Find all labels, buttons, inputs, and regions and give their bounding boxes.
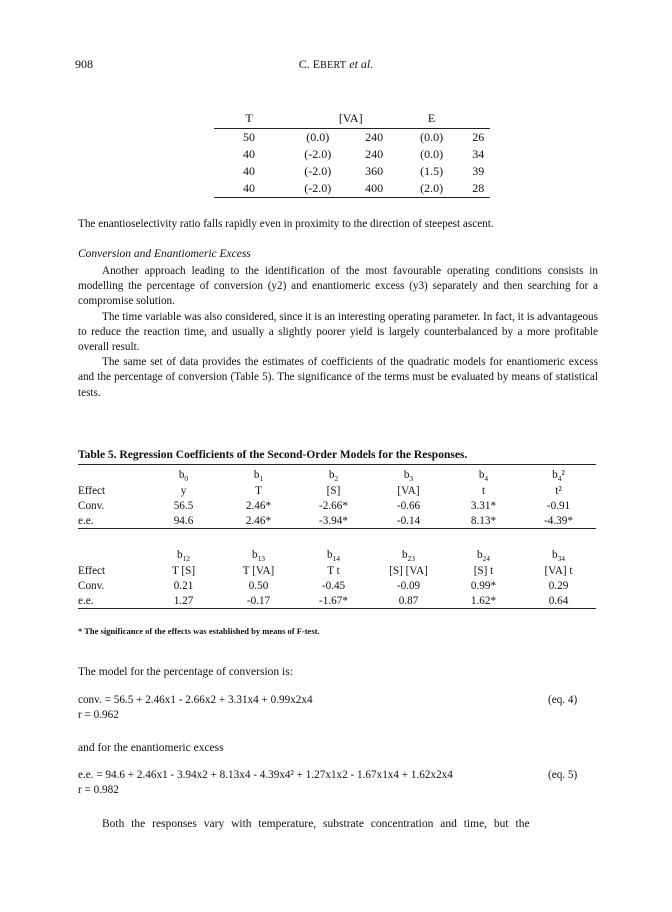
table-cell — [78, 465, 146, 484]
table-row — [214, 163, 490, 180]
table-cell: 240 — [365, 130, 384, 144]
table-cell: -0.17 — [221, 593, 296, 609]
table-cell: $b_4^2$ — [552, 468, 565, 483]
table-cell: 26 — [472, 130, 485, 144]
paragraph-time: The time variable was also considered, since it is an interesting operating parameter. In fact, it is advantageous to reduce the reaction time, and usually a slightly poorer yield is largely counterbalanced by a more profitable overall result. — [78, 310, 598, 354]
table5 — [78, 464, 596, 609]
table-cell: t — [481, 484, 486, 497]
table-cell: 28 — [472, 181, 485, 195]
table-cell: Effect — [78, 564, 106, 577]
table-cell: 3.31* — [470, 499, 497, 512]
table-cell: $b_{12}$ — [176, 548, 191, 563]
table-cell: 40 — [243, 181, 255, 195]
table-cell: (-2.0) — [304, 164, 332, 178]
conversion-model-intro: The model for the percentage of conversion is: — [78, 666, 293, 678]
running-head: C. EBERT et al. — [298, 57, 374, 71]
table-cell: Conv. — [78, 499, 105, 512]
table-cell: 0.29 — [548, 579, 569, 592]
table-row — [78, 545, 596, 563]
table-cell: 40 — [243, 164, 255, 178]
table5-footnote: * The significance of the effects was established by means of F-test. — [78, 626, 320, 636]
table-cell: 0.21 — [173, 579, 194, 592]
table-cell: $b_{24}$ — [476, 548, 491, 563]
table-cell: [VA] t — [544, 564, 573, 577]
table-cell: $b_2$ — [328, 468, 339, 483]
table-cell: 40 — [243, 147, 255, 161]
equation-5-label: (eq. 5) — [548, 769, 578, 781]
table-cell: -2.66* — [319, 499, 348, 512]
table-row — [78, 498, 596, 513]
body-text — [78, 264, 598, 401]
table-cell: 94.6 — [146, 513, 221, 529]
paragraph-approach: Another approach leading to the identification of the most favourable operating conditions consists in modelling the percentage of conversion (y2) and enantiomeric excess (y3) separately and then searching for a compromise solution. — [78, 265, 598, 308]
table-cell: [VA] — [397, 484, 420, 497]
table-row — [214, 129, 490, 147]
table-cell: -4.39* — [521, 513, 596, 529]
table-cell: Effect — [78, 484, 106, 497]
equation-4-label: (eq. 4) — [548, 694, 578, 706]
table-cell: 1.27 — [146, 593, 221, 609]
table-cell: 0.50 — [248, 579, 269, 592]
table-cell: -0.66 — [396, 499, 421, 512]
table5-caption: Table 5. Regression Coefficients of the Second-Order Models for the Responses. — [78, 449, 468, 461]
table-cell: (0.0) — [420, 130, 444, 144]
enantioselectivity-table — [214, 111, 490, 198]
table-cell: T [S] — [171, 564, 196, 577]
table-cell: 50 — [243, 130, 255, 144]
table-cell: -0.45 — [321, 579, 346, 592]
table-row — [214, 146, 490, 163]
table-row — [78, 578, 596, 593]
paragraph-coefficients: The same set of data provides the estimates of coefficients of the quadratic models for enantiomeric excess and the percentage of conversion (Table 5). The significance of the terms must be evaluated by means of statistical tests. — [78, 356, 598, 399]
table-cell: (0.0) — [420, 147, 444, 161]
equation-4: conv. = 56.5 + 2.46x1 - 2.66x2 + 3.31x4 + 0.99x2x4 — [78, 694, 313, 706]
table-cell: [S] — [326, 484, 341, 497]
r-conversion: r = 0.962 — [78, 709, 119, 721]
col-header-e: E — [427, 111, 436, 125]
r-ee: r = 0.982 — [78, 784, 119, 796]
table-cell: 1.62* — [446, 593, 521, 609]
table-cell: y — [180, 484, 187, 497]
table-cell: $b_{34}$ — [551, 548, 566, 563]
table-cell: 2.46* — [221, 513, 296, 529]
table-cell: t² — [555, 484, 562, 497]
table-row — [78, 513, 596, 529]
table-cell: 360 — [365, 164, 384, 178]
table-cell: -1.67* — [296, 593, 371, 609]
table-cell: [S] [VA] — [389, 564, 428, 577]
table-row — [78, 465, 596, 484]
table-cell: e.e. — [78, 593, 146, 609]
table-cell: $b_0$ — [178, 468, 189, 483]
paragraph-enantioselectivity: The enantioselectivity ratio falls rapidly even in proximity to the direction of steepest ascent. — [78, 218, 494, 230]
table-cell: T t — [327, 564, 340, 577]
table-cell: 39 — [472, 164, 485, 178]
table-cell: (-2.0) — [304, 181, 332, 195]
table-row — [78, 483, 596, 498]
table-cell: 34 — [472, 147, 485, 161]
table-cell: $b_4$ — [478, 468, 489, 483]
table-cell: -3.94* — [296, 513, 371, 529]
table-cell: 56.5 — [173, 499, 194, 512]
table-cell — [78, 545, 146, 563]
table-cell: $b_3$ — [403, 468, 414, 483]
table-row — [78, 563, 596, 578]
table-row — [214, 180, 490, 198]
table-cell: $b_{14}$ — [326, 548, 341, 563]
table-cell: T [VA] — [242, 564, 275, 577]
table-cell: e.e. — [78, 513, 146, 529]
table-cell: (2.0) — [420, 181, 444, 195]
page-number: 908 — [75, 57, 93, 71]
table-cell: 240 — [365, 147, 384, 161]
final-line: Both the responses vary with temperature, substrate concentration and time, but the — [102, 818, 530, 830]
table-cell: 0.64 — [521, 593, 596, 609]
section-heading: Conversion and Enantiomeric Excess — [78, 248, 251, 260]
table-cell: (-2.0) — [304, 147, 332, 161]
table-gap — [78, 529, 596, 546]
table-cell: 2.46* — [245, 499, 272, 512]
table-cell: 0.99* — [470, 579, 497, 592]
table-row — [78, 593, 596, 609]
ee-model-intro: and for the enantiomeric excess — [78, 742, 224, 754]
table-cell: -0.14 — [371, 513, 446, 529]
table-cell: 400 — [365, 181, 384, 195]
equation-5: e.e. = 94.6 + 2.46x1 - 3.94x2 + 8.13x4 - 4.39x4² + 1.27x1x2 - 1.67x1x4 + 1.62x2x4 — [78, 769, 453, 781]
col-header-t: T — [245, 111, 253, 125]
table-cell: $b_{23}$ — [401, 548, 416, 563]
col-header-va: [VA] — [338, 111, 363, 125]
table-cell: (0.0) — [306, 130, 330, 144]
table-cell: Conv. — [78, 579, 105, 592]
table-cell: T — [255, 484, 262, 497]
table-cell: $b_1$ — [253, 468, 264, 483]
table-cell: [S] t — [473, 564, 494, 577]
table-cell: 0.87 — [371, 593, 446, 609]
table-cell: -0.91 — [546, 499, 571, 512]
table-cell: -0.09 — [396, 579, 421, 592]
table-cell: 8.13* — [446, 513, 521, 529]
table-cell: $b_{13}$ — [251, 548, 266, 563]
table-cell: (1.5) — [420, 164, 444, 178]
